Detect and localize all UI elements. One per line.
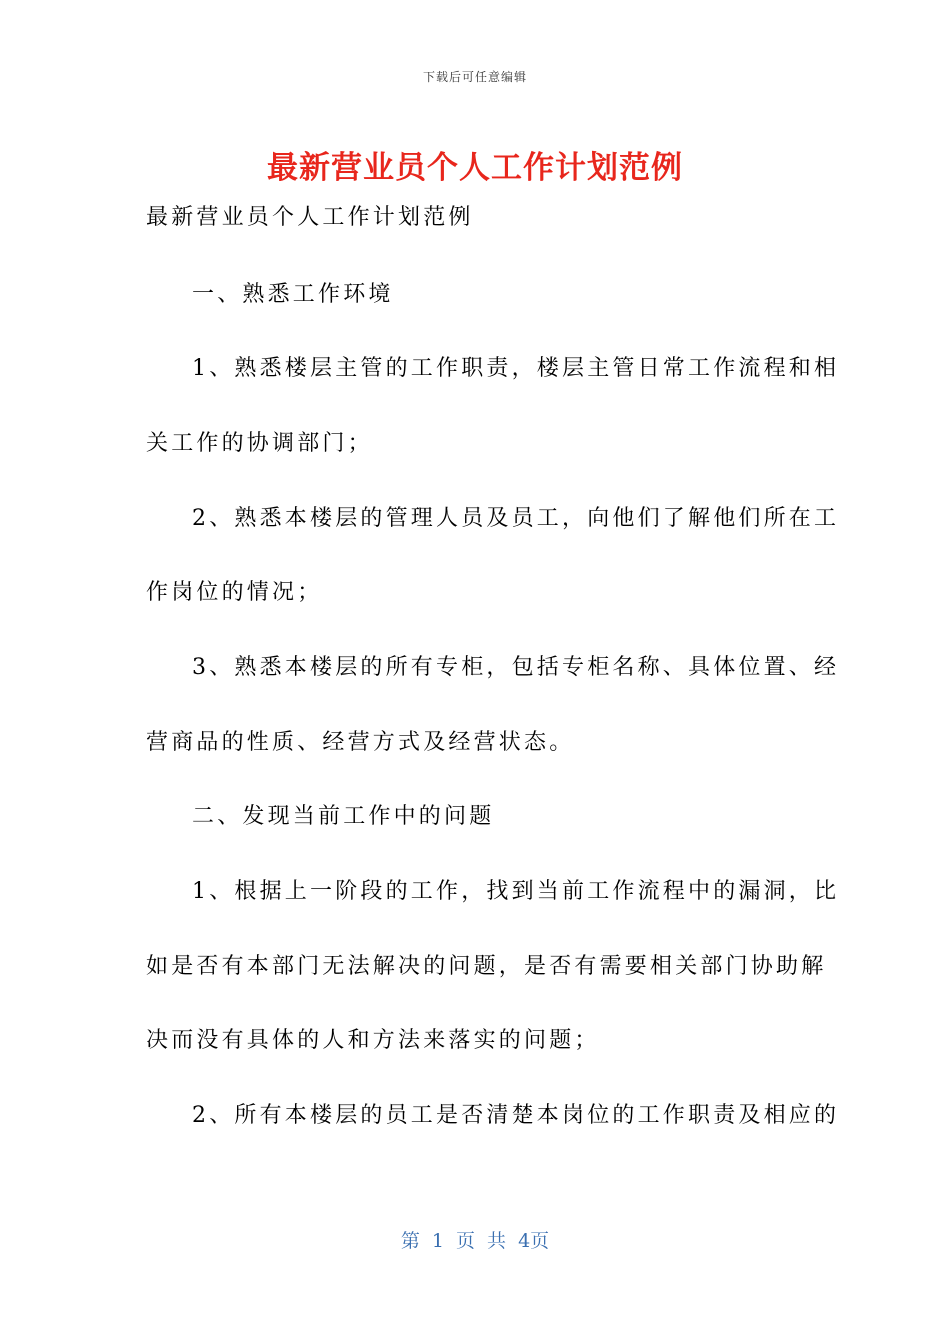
body-line: 1、熟悉楼层主管的工作职责，楼层主管日常工作流程和相	[192, 356, 840, 381]
body-line-intro: 最新营业员个人工作计划范例	[146, 205, 474, 230]
body-line: 2、熟悉本楼层的管理人员及员工，向他们了解他们所在工	[192, 506, 840, 531]
body-line: 决而没有具体的人和方法来落实的问题；	[146, 1028, 600, 1053]
body-line: 2、所有本楼层的员工是否清楚本岗位的工作职责及相应的	[192, 1103, 840, 1128]
section-heading-2: 二、发现当前工作中的问题	[192, 804, 495, 829]
body-line: 营商品的性质、经营方式及经营状态。	[146, 730, 575, 755]
section-heading-1: 一、熟悉工作环境	[192, 282, 394, 307]
document-title: 最新营业员个人工作计划范例	[267, 150, 683, 186]
page-number-footer: 第 1 页 共 4页	[400, 1230, 550, 1252]
header-note: 下载后可任意编辑	[422, 70, 527, 84]
body-line: 关工作的协调部门；	[146, 431, 373, 456]
body-line: 3、熟悉本楼层的所有专柜，包括专柜名称、具体位置、经	[192, 655, 840, 680]
body-line: 作岗位的情况；	[146, 580, 323, 605]
body-line: 如是否有本部门无法解决的问题，是否有需要相关部门协助解	[146, 954, 827, 979]
body-line: 1、根据上一阶段的工作，找到当前工作流程中的漏洞，比	[192, 879, 840, 904]
